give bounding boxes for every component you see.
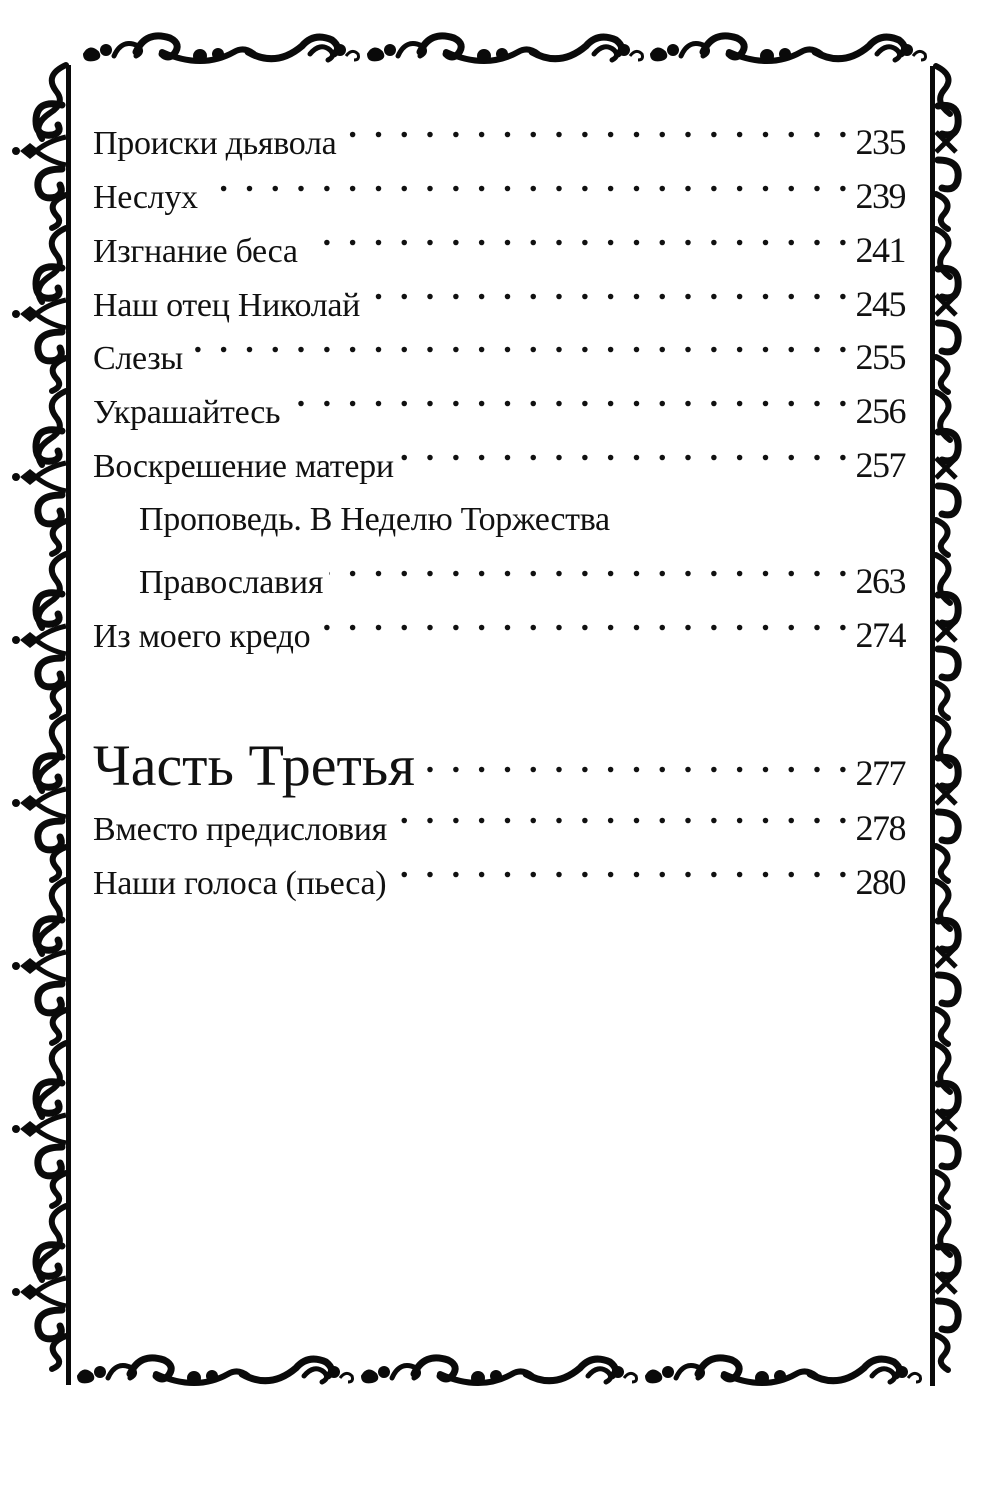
toc-entry-page: 235 xyxy=(855,122,905,162)
dot-leader xyxy=(189,315,852,369)
toc-entry[interactable] xyxy=(93,315,905,377)
toc-entry[interactable] xyxy=(93,208,905,270)
toc-entry[interactable] xyxy=(93,786,905,848)
dot-leader xyxy=(342,100,851,154)
toc-entry-title: Происки дьявола xyxy=(93,125,337,162)
toc-entry[interactable] xyxy=(93,100,905,162)
toc-entry[interactable] xyxy=(93,262,905,324)
toc-entry-page: 255 xyxy=(855,337,905,377)
toc-entry[interactable] xyxy=(93,154,905,216)
toc-entry-title: Проповедь. В Неделю Торжества xyxy=(139,501,610,538)
toc-entry-page: 257 xyxy=(855,445,905,485)
dot-leader xyxy=(304,208,852,262)
toc-entry-title: Наш отец Николай xyxy=(93,287,361,324)
toc-entry[interactable] xyxy=(93,840,905,902)
toc-entry-title: Наши голоса (пьеса) xyxy=(93,865,387,902)
part-page: 277 xyxy=(855,753,905,793)
toc-entry-title: Слезы xyxy=(93,340,183,377)
toc-entry[interactable] xyxy=(93,423,905,485)
toc-entry-page: 239 xyxy=(855,176,905,216)
toc-entry-title: Воскрешение матери xyxy=(93,448,394,485)
dot-leader xyxy=(421,715,852,785)
toc-entry-title: Изгнание беса xyxy=(93,233,298,270)
dot-leader xyxy=(392,840,851,894)
dot-leader xyxy=(366,262,851,316)
dot-leader xyxy=(316,593,851,647)
toc-part-heading[interactable] xyxy=(93,715,905,798)
dot-leader xyxy=(286,369,851,423)
toc-subentry[interactable] xyxy=(139,539,905,601)
dot-leader xyxy=(393,786,851,840)
toc-entry[interactable] xyxy=(93,593,905,655)
toc-entry-page: 256 xyxy=(855,391,905,431)
dot-leader xyxy=(400,423,852,477)
toc-entry-page: 274 xyxy=(855,615,905,655)
dot-leader xyxy=(329,539,851,593)
toc-entry-page: 245 xyxy=(855,284,905,324)
toc-entry-page: 278 xyxy=(855,808,905,848)
dot-leader xyxy=(204,154,852,208)
toc-entry-page: 263 xyxy=(855,561,905,601)
toc-entry-page: 241 xyxy=(855,230,905,270)
toc-entry-page: 280 xyxy=(855,862,905,902)
toc-entry-title: Вместо предисловия xyxy=(93,811,388,848)
toc-entry[interactable] xyxy=(93,369,905,431)
part-title: Часть Третья xyxy=(93,733,415,798)
toc-entry-title: Из моего кредо xyxy=(93,618,311,655)
toc-entry-title: Неслух xyxy=(93,179,198,216)
toc-entry-title: Украшайтесь xyxy=(93,394,281,431)
toc-entry-title: Православия xyxy=(139,564,324,601)
